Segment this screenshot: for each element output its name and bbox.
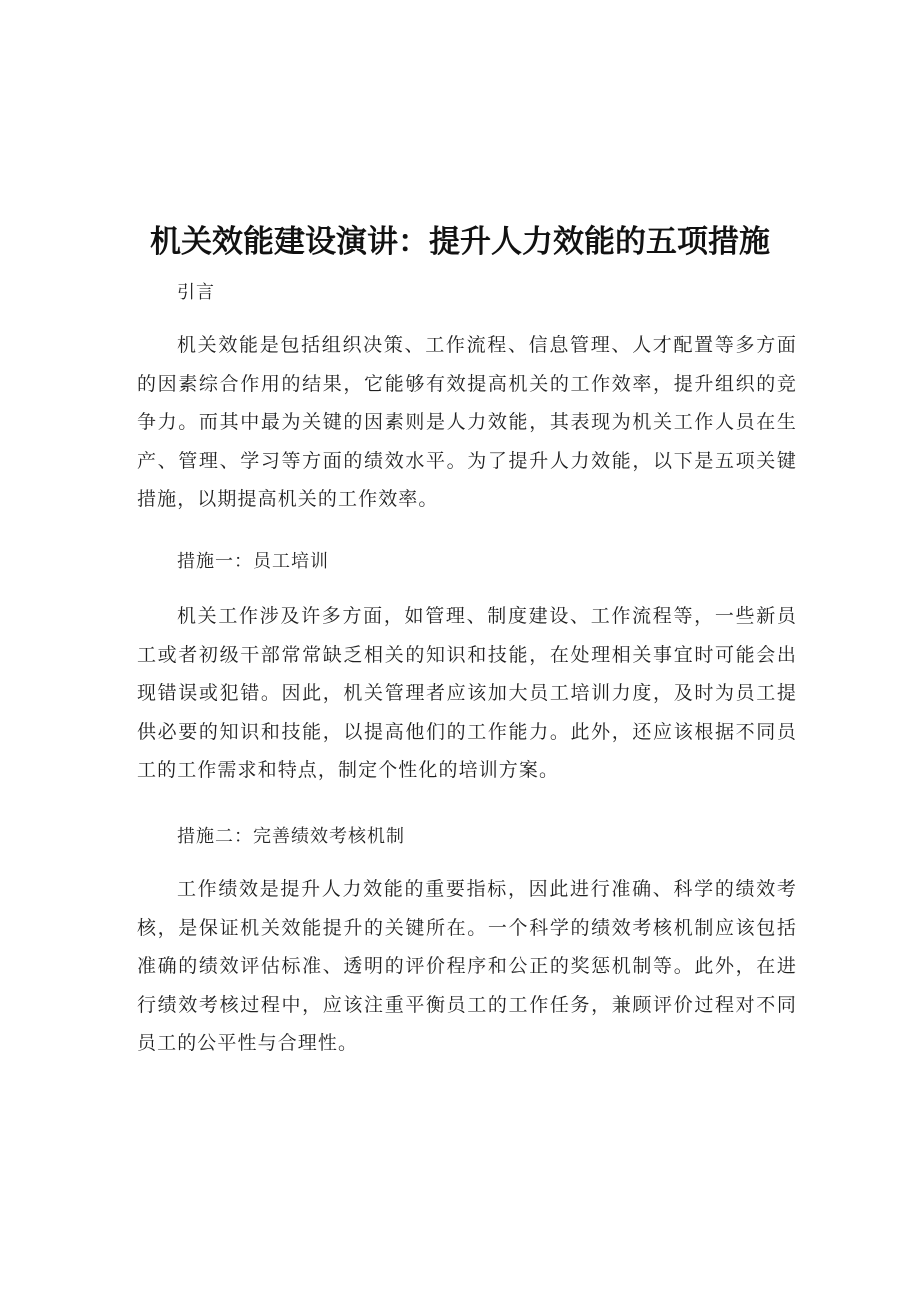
section-heading-intro: 引言	[177, 282, 215, 303]
section-paragraph-measure-2: 工作绩效是提升人力效能的重要指标，因此进行准确、科学的绩效考核，是保证机关效能提升的关键所在。一个科学的绩效考核机制应该包括准确的绩效评估标准、透明的评价程序和公正的奖惩机制等。此外，在进行绩效考核过程中，应该注重平衡员工的工作任务，兼顾评价过程对不同员工的公平性与合理性。	[137, 878, 797, 1054]
section-heading-measure-1: 措施一：员工培训	[177, 551, 329, 572]
section-paragraph-intro: 机关效能是包括组织决策、工作流程、信息管理、人才配置等多方面的因素综合作用的结果，它能够有效提高机关的工作效率，提升组织的竞争力。而其中最为关键的因素则是人力效能，其表现为机关工作人员在生产、管理、学习等方面的绩效水平。为了提升人力效能，以下是五项关键措施，以期提高机关的工作效率。	[137, 334, 797, 510]
section-paragraph-measure-1: 机关工作涉及许多方面，如管理、制度建设、工作流程等，一些新员工或者初级干部常常缺乏相关的知识和技能，在处理相关事宜时可能会出现错误或犯错。因此，机关管理者应该加大员工培训力度，及时为员工提供必要的知识和技能，以提高他们的工作能力。此外，还应该根据不同员工的工作需求和特点，制定个性化的培训方案。	[137, 605, 797, 781]
document-title: 机关效能建设演讲：提升人力效能的五项措施	[150, 224, 770, 260]
section-heading-measure-2: 措施二：完善绩效考核机制	[177, 826, 405, 847]
